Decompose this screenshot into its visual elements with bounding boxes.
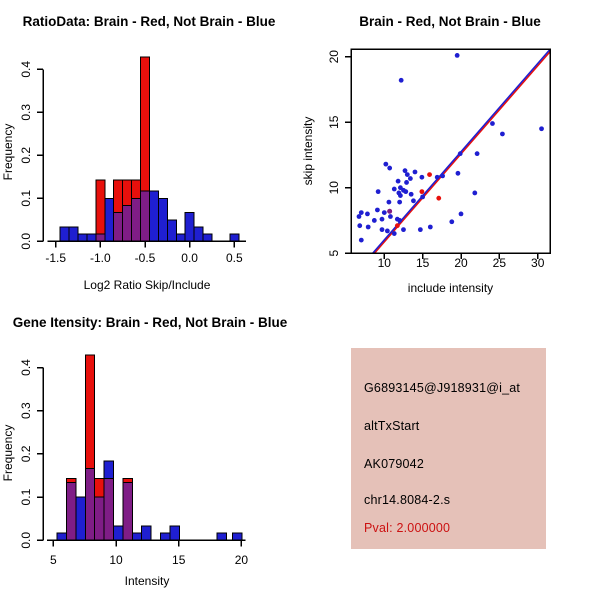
data-point bbox=[500, 132, 505, 137]
data-point bbox=[539, 126, 544, 131]
data-point bbox=[357, 223, 362, 228]
axis-tick-label: 15 bbox=[172, 553, 186, 567]
data-point bbox=[411, 198, 416, 203]
scatter-chart bbox=[300, 0, 600, 300]
histogram-bar bbox=[104, 479, 113, 541]
data-point bbox=[399, 78, 404, 83]
axis-tick-label: 0.0 bbox=[19, 531, 33, 549]
axis-tick-label: 0.1 bbox=[19, 189, 33, 207]
histogram-bar bbox=[123, 205, 132, 241]
data-point bbox=[372, 218, 377, 223]
data-point bbox=[420, 194, 425, 199]
data-point bbox=[401, 227, 406, 232]
axis-tick-label: 0.5 bbox=[225, 251, 243, 265]
data-point bbox=[455, 53, 460, 58]
data-point bbox=[409, 192, 414, 197]
info-panel bbox=[300, 300, 600, 600]
histogram-bar bbox=[96, 180, 105, 241]
data-point bbox=[436, 196, 441, 201]
axis-tick-label: 15 bbox=[415, 256, 430, 270]
axis-tick-label: 0.4 bbox=[19, 60, 33, 78]
data-point bbox=[383, 162, 388, 167]
data-point bbox=[472, 191, 477, 196]
data-point bbox=[387, 166, 392, 171]
data-point bbox=[357, 214, 362, 219]
histogram-bar bbox=[185, 213, 194, 242]
data-point bbox=[397, 200, 402, 205]
data-point bbox=[405, 172, 410, 177]
data-point bbox=[427, 172, 432, 177]
axis-tick-label: 15 bbox=[327, 115, 341, 129]
histogram-bar bbox=[78, 234, 87, 241]
axis-tick-label: 0.3 bbox=[19, 103, 33, 121]
histogram-bar bbox=[170, 526, 179, 540]
histogram-bar bbox=[176, 234, 185, 241]
data-point bbox=[490, 121, 495, 126]
data-point bbox=[419, 189, 424, 194]
data-point bbox=[435, 175, 440, 180]
axis-tick-label: 20 bbox=[454, 256, 468, 270]
histogram-bar bbox=[132, 533, 141, 540]
histogram-bar bbox=[114, 213, 123, 242]
histogram-bar bbox=[96, 234, 105, 241]
event-type-text: altTxStart bbox=[364, 419, 420, 433]
histogram-bar bbox=[60, 227, 69, 241]
location-text: chr14.8084-2.s bbox=[364, 493, 451, 507]
axis-tick-label: -0.5 bbox=[134, 251, 156, 265]
axis-tick-label: 0.2 bbox=[19, 445, 33, 463]
ratio-histogram-chart bbox=[0, 0, 300, 300]
histogram-bar bbox=[105, 198, 114, 241]
axis-tick-label: 10 bbox=[109, 553, 123, 567]
axis-tick-label: -1.5 bbox=[45, 251, 67, 265]
data-point bbox=[408, 176, 413, 181]
data-point bbox=[449, 219, 454, 224]
data-point bbox=[392, 187, 397, 192]
histogram-bar bbox=[66, 483, 75, 541]
y-axis-label: Frequency bbox=[1, 424, 15, 482]
data-point bbox=[401, 188, 406, 193]
gene-info-box bbox=[351, 348, 546, 549]
axis-tick-label: 0.1 bbox=[19, 488, 33, 506]
pval-text: Pval: 2.000000 bbox=[364, 521, 451, 535]
data-point bbox=[380, 227, 385, 232]
axis-tick-label: -1.0 bbox=[90, 251, 111, 265]
chart-title: Brain - Red, Not Brain - Blue bbox=[359, 14, 541, 29]
x-axis-label: include intensity bbox=[407, 281, 494, 295]
axis-tick-label: 0.4 bbox=[19, 359, 33, 376]
data-point bbox=[397, 218, 402, 223]
scatter-panel bbox=[300, 0, 600, 300]
x-axis-label: Intensity bbox=[124, 574, 170, 588]
axis-tick-label: 0.0 bbox=[19, 232, 33, 250]
histogram-bar bbox=[113, 526, 122, 540]
gene-histogram-panel bbox=[0, 300, 300, 600]
axis-tick-label: 25 bbox=[492, 256, 507, 270]
histogram-bar bbox=[95, 497, 104, 540]
y-axis-label: Frequency bbox=[1, 123, 15, 181]
data-point bbox=[418, 227, 423, 232]
x-axis-label: Log2 Ratio Skip/Include bbox=[83, 278, 211, 292]
axis-tick-label: 10 bbox=[377, 256, 391, 270]
axis-tick-label: 5 bbox=[49, 553, 57, 567]
data-point bbox=[385, 229, 390, 234]
axis-tick-label: 0.0 bbox=[181, 251, 198, 265]
data-point bbox=[428, 225, 433, 230]
axis-tick-label: 0.3 bbox=[19, 402, 33, 420]
data-point bbox=[398, 193, 403, 198]
data-point bbox=[375, 208, 380, 213]
axis-tick-label: 20 bbox=[234, 553, 249, 567]
data-point bbox=[365, 212, 370, 217]
data-point bbox=[440, 174, 445, 179]
histogram-bar bbox=[149, 191, 158, 241]
data-point bbox=[456, 171, 461, 176]
data-point bbox=[475, 151, 480, 156]
histogram-bar bbox=[203, 234, 212, 241]
histogram-bar bbox=[233, 533, 242, 540]
histogram-bar bbox=[230, 234, 239, 241]
histogram-bar bbox=[69, 227, 78, 241]
chart-title: RatioData: Brain - Red, Not Brain - Blue bbox=[22, 14, 276, 29]
histogram-bar bbox=[132, 198, 141, 241]
histogram-bar bbox=[141, 191, 150, 241]
y-axis-label: skip intensity bbox=[301, 116, 315, 186]
data-point bbox=[387, 209, 392, 214]
data-point bbox=[382, 210, 387, 215]
axis-tick-label: 30 bbox=[531, 256, 545, 270]
accession-text: AK079042 bbox=[364, 457, 424, 471]
data-point bbox=[396, 179, 401, 184]
data-point bbox=[388, 214, 393, 219]
axis-tick-label: 5 bbox=[327, 249, 341, 257]
axis-tick-label: 0.2 bbox=[19, 146, 33, 164]
histogram-bar bbox=[87, 234, 96, 241]
histogram-bar bbox=[167, 220, 176, 242]
histogram-bar bbox=[194, 227, 203, 241]
histogram-bar bbox=[217, 533, 226, 540]
histogram-bar bbox=[57, 533, 66, 540]
data-point bbox=[376, 189, 381, 194]
gene-histogram-chart bbox=[0, 300, 300, 600]
data-point bbox=[366, 225, 371, 230]
probe-id-text: G6893145@J918931@i_at bbox=[364, 381, 521, 395]
chart-title: Gene Itensity: Brain - Red, Not Brain - Blue bbox=[12, 315, 288, 330]
data-point bbox=[380, 217, 385, 222]
data-point bbox=[392, 231, 397, 236]
histogram-bar bbox=[123, 483, 132, 541]
histogram-bar bbox=[158, 198, 167, 241]
data-point bbox=[413, 170, 418, 175]
histogram-bar bbox=[142, 526, 151, 540]
axis-tick-label: 20 bbox=[327, 50, 341, 64]
data-point bbox=[359, 238, 364, 243]
ratio-histogram-panel bbox=[0, 0, 300, 300]
histogram-bar bbox=[85, 468, 94, 540]
histogram-bar bbox=[161, 533, 170, 540]
axis-tick-label: 10 bbox=[327, 181, 341, 195]
data-point bbox=[387, 200, 392, 205]
histogram-bar bbox=[76, 497, 85, 540]
data-point bbox=[404, 180, 409, 185]
data-point bbox=[458, 151, 463, 156]
data-point bbox=[459, 212, 464, 217]
data-point bbox=[419, 175, 424, 180]
data-point bbox=[395, 223, 400, 228]
